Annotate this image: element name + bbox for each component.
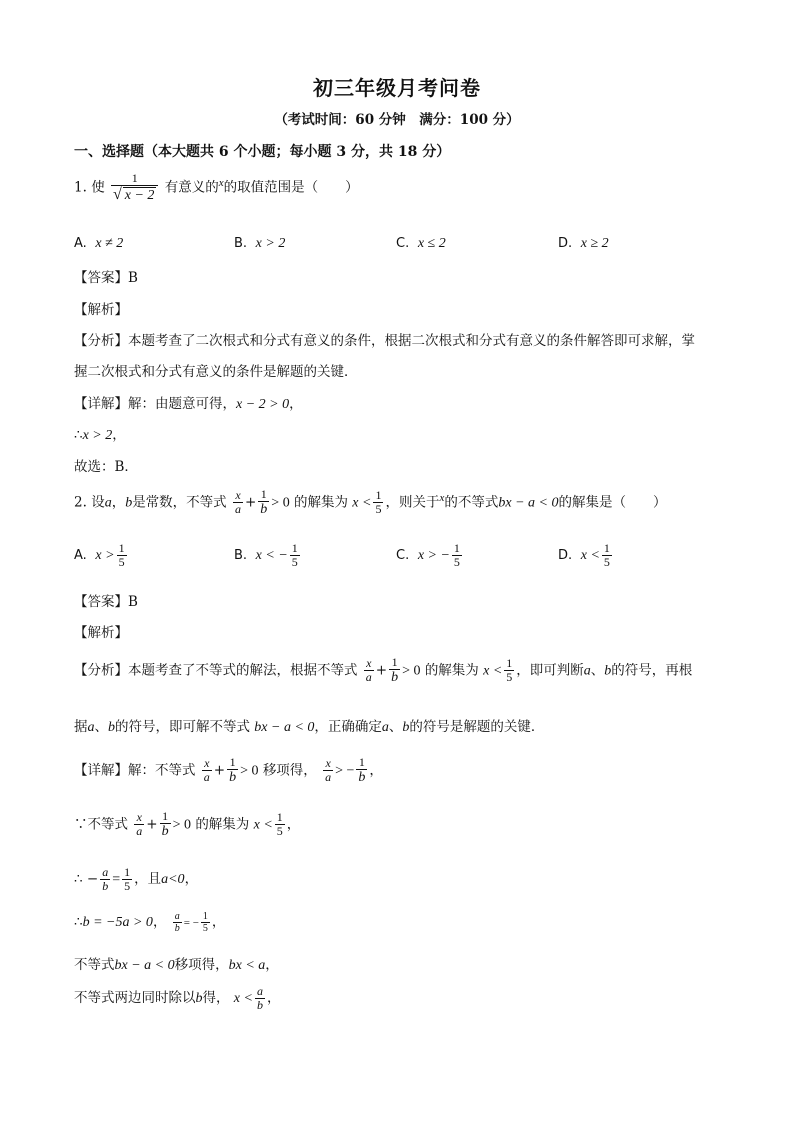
q2-option-a: A. x > $\frac{1}{5}$ [74,541,125,570]
q2-divide-line: 不等式两边同时除以b得， x < $\frac{a}{b}$ ， [74,984,281,1013]
q2-jiexi-label: 【解析】 [74,625,128,641]
page-title: 初三年级月考问卷 [313,76,481,100]
option-b: B. x > 2 [234,236,286,251]
q2-analysis-line-2: 据a、b的符号，即可解不等式 bx − a < 0，正确确定a、b的符号是解题的关键． [74,719,545,735]
q2-option-b: B. x < − $\frac{1}{5}$ [234,541,298,570]
exam-info: （考试时间：60 分钟 满分：100 分） [274,112,520,128]
jiexi-label: 【解析】 [74,302,128,318]
therefore-line: ∴x > 2， [74,427,126,443]
section-heading: 一、选择题（本大题共 6 个小题；每小题 3 分，共 18 分） [74,144,451,160]
q2-detail-line: 【详解】解：不等式 $\frac{x}{a}$ + $\frac{1}{b}$ > 0 移项得， $\frac{x}{a}$ > − $\frac{1}{b}$ ， [74,755,383,786]
fraction: $\frac{1}{√ x - 2}$ [111,172,158,204]
question-1-stem: 1. 使 $\frac{1}{√ x - 2}$ 有意义的$^x$的取值范围是（ ） [74,171,359,204]
option-c: C. x ≤ 2 [396,236,446,251]
detail-line: 【详解】解：由题意可得，x − 2 > 0， [74,396,303,412]
q2-option-d: D. x < $\frac{1}{5}$ [558,541,610,570]
answer: 【答案】B [74,270,138,286]
analysis-line-2: 握二次根式和分式有意义的条件是解题的关键． [74,364,358,380]
q2-option-c: C. x > − $\frac{1}{5}$ [396,541,460,570]
choose-line: 故选：B． [74,459,138,475]
q2-analysis-line-1: 【分析】本题考查了不等式的解法，根据不等式 $\frac{x}{a}$ + $\frac{1}{b}$ > 0 的解集为 x < $\frac{1}{5}$ ，即可判断a、b的符号，再根 [74,655,693,686]
analysis-line-1: 【分析】本题考查了二次根式和分式有意义的条件，根据二次根式和分式有意义的条件解答即可求解，掌 [74,333,695,349]
q2-answer: 【答案】B [74,594,138,610]
q2-ineq-line: 不等式bx − a < 0移项得，bx < a， [74,957,279,973]
q2-because-line: ∵不等式 $\frac{x}{a}$ + $\frac{1}{b}$ > 0 的解集为 x < $\frac{1}{5}$ ， [74,809,301,840]
option-a: A. x ≠ 2 [74,236,124,251]
question-2-stem: 2. 设a，b是常数，不等式 $\frac{x}{a}$ + $\frac{1}{b}$ > 0 的解集为 x < $\frac{1}{5}$ ，则关于$^x$的不等式bx − a < 0的解集是（ ） [74,487,667,518]
q2-therefore-1: ∴ − $\frac{a}{b}$ = $\frac{1}{5}$ ，且a<0， [74,865,199,894]
q2-therefore-2: ∴b = −5a > 0， $\frac{a}{b}$ = − $\frac{1}{5}$ ， [74,911,226,934]
option-d: D. x ≥ 2 [558,236,609,251]
